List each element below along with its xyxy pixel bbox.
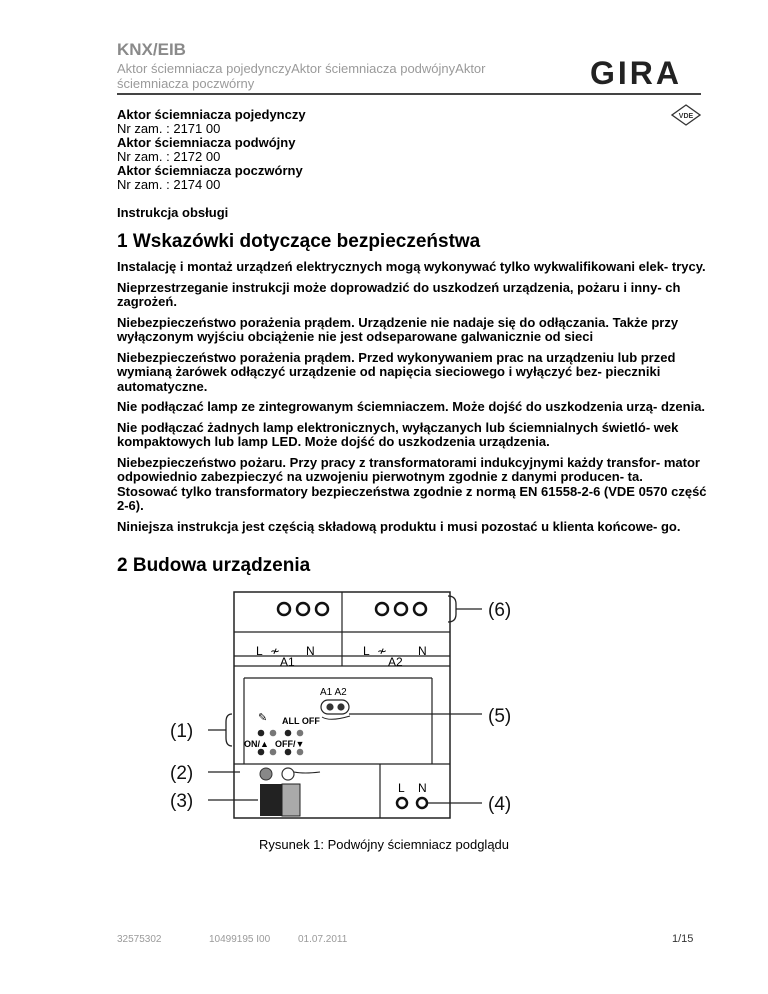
order-number: Nr zam. : 2174 00 [117, 177, 221, 192]
terminal-label-l: L [363, 644, 370, 658]
off-label: OFF/▼ [275, 739, 305, 749]
section-heading-safety: 1 Wskazówki dotyczące bezpieczeństwa [117, 231, 481, 252]
footer-code: 32575302 [117, 934, 162, 945]
terminal-label-a1: A1 [280, 655, 295, 669]
callout-4: (4) [488, 794, 512, 815]
order-number: Nr zam. : 2172 00 [117, 149, 221, 164]
header-divider [117, 93, 701, 95]
footer-code: 10499195 I00 [209, 934, 271, 945]
terminal-label-a2: A2 [388, 655, 403, 669]
safety-note: Niebezpieczeństwo pożaru. Przy pracy z transformatorami indukcyjnymi każdy transfor- mator odpowiednio zabezpieczyć na uzwojeniu pierwotnym zgodnie z danymi producen- ta. Stosować tylko transformatory bezpieczeństwa zgodnie z normą EN 61558-2-6 (VDE 0570 część 2-6). [117, 454, 707, 513]
terminal-screws [278, 603, 426, 615]
terminal-label-l: L [256, 644, 263, 658]
page-number: 1/15 [672, 933, 694, 945]
callout-1: (1) [170, 721, 194, 742]
bus-label-n: N [418, 781, 427, 795]
figure-caption: Rysunek 1: Podwójny ściemniacz podglądu [258, 837, 510, 852]
safety-note: Nie podłączać żadnych lamp elektronicznych, wyłączanych lub ściemnialnych świetló- wek kompaktowych lub lamp LED. Może dojść do uszkodzenia urządzenia. [117, 419, 679, 449]
callout-2: (2) [170, 763, 194, 784]
terminal-label-n: N [306, 644, 315, 658]
safety-note: Niniejsza instrukcja jest częścią składową produktu i musi pozostać u klienta końcowe- go. [117, 518, 681, 534]
gira-logo: GIRA [590, 55, 682, 91]
vde-mark-icon [671, 104, 701, 126]
svg-text:≁: ≁ [377, 644, 388, 658]
safety-note: Nieprzestrzeganie instrukcji może doprowadzić do uszkodzeń urządzenia, pożaru i inny- ch zagrożeń. [117, 279, 681, 309]
safety-note: Nie podłączać lamp ze zintegrowanym ściemniaczem. Może dojść do uszkodzenia urzą- dzenia. [117, 399, 706, 414]
safety-note: Niebezpieczeństwo porażenia prądem. Urządzenie nie nadaje się do odłączania. Także przy wyłączonym wyjściu obciążenie nie jest odseparowane galwanicznie od sieci [117, 314, 679, 344]
callout-6: (6) [488, 600, 512, 621]
vde-mark-text: VDE [678, 113, 694, 120]
svg-text:≁: ≁ [270, 644, 281, 658]
svg-text:✎: ✎ [258, 712, 268, 724]
product-list [117, 108, 306, 192]
safety-notes [117, 260, 707, 540]
product-name: Aktor ściemniacza pojedynczy [117, 107, 306, 122]
order-number: Nr zam. : 2171 00 [117, 121, 221, 136]
led-labels: A1 A2 [320, 687, 347, 698]
product-name: Aktor ściemniacza podwójny [117, 135, 296, 150]
safety-note: Niebezpieczeństwo porażenia prądem. Przed wykonywaniem prac na urządzeniu lub przed wymianą żarówek odłączyć urządzenie od napięcia sieciowego i wyłączyć bez- pieczniki automatyczne. [117, 349, 676, 394]
callout-3: (3) [170, 791, 194, 812]
on-label: ON/▲ [244, 739, 269, 749]
device-diagram [160, 588, 560, 828]
product-name: Aktor ściemniacza poczwórny [117, 163, 303, 178]
terminal-label-n: N [418, 644, 427, 658]
all-off-label: ALL OFF [282, 716, 320, 726]
manual-title: Instrukcja obsługi [117, 205, 229, 220]
section-heading-construction: 2 Budowa urządzenia [117, 555, 311, 576]
callout-5: (5) [488, 706, 512, 727]
safety-note: Instalację i montaż urządzeń elektrycznych mogą wykonywać tylko wykwalifikowani elek- trycy. [117, 259, 706, 274]
document-subtitle: Aktor ściemniacza pojedynczyAktor ściemniacza podwójnyAktor ściemniacza poczwórny [117, 61, 486, 91]
bus-label-l: L [398, 781, 405, 795]
footer-date: 01.07.2011 [298, 934, 348, 945]
document-category: KNX/EIB [117, 40, 186, 59]
